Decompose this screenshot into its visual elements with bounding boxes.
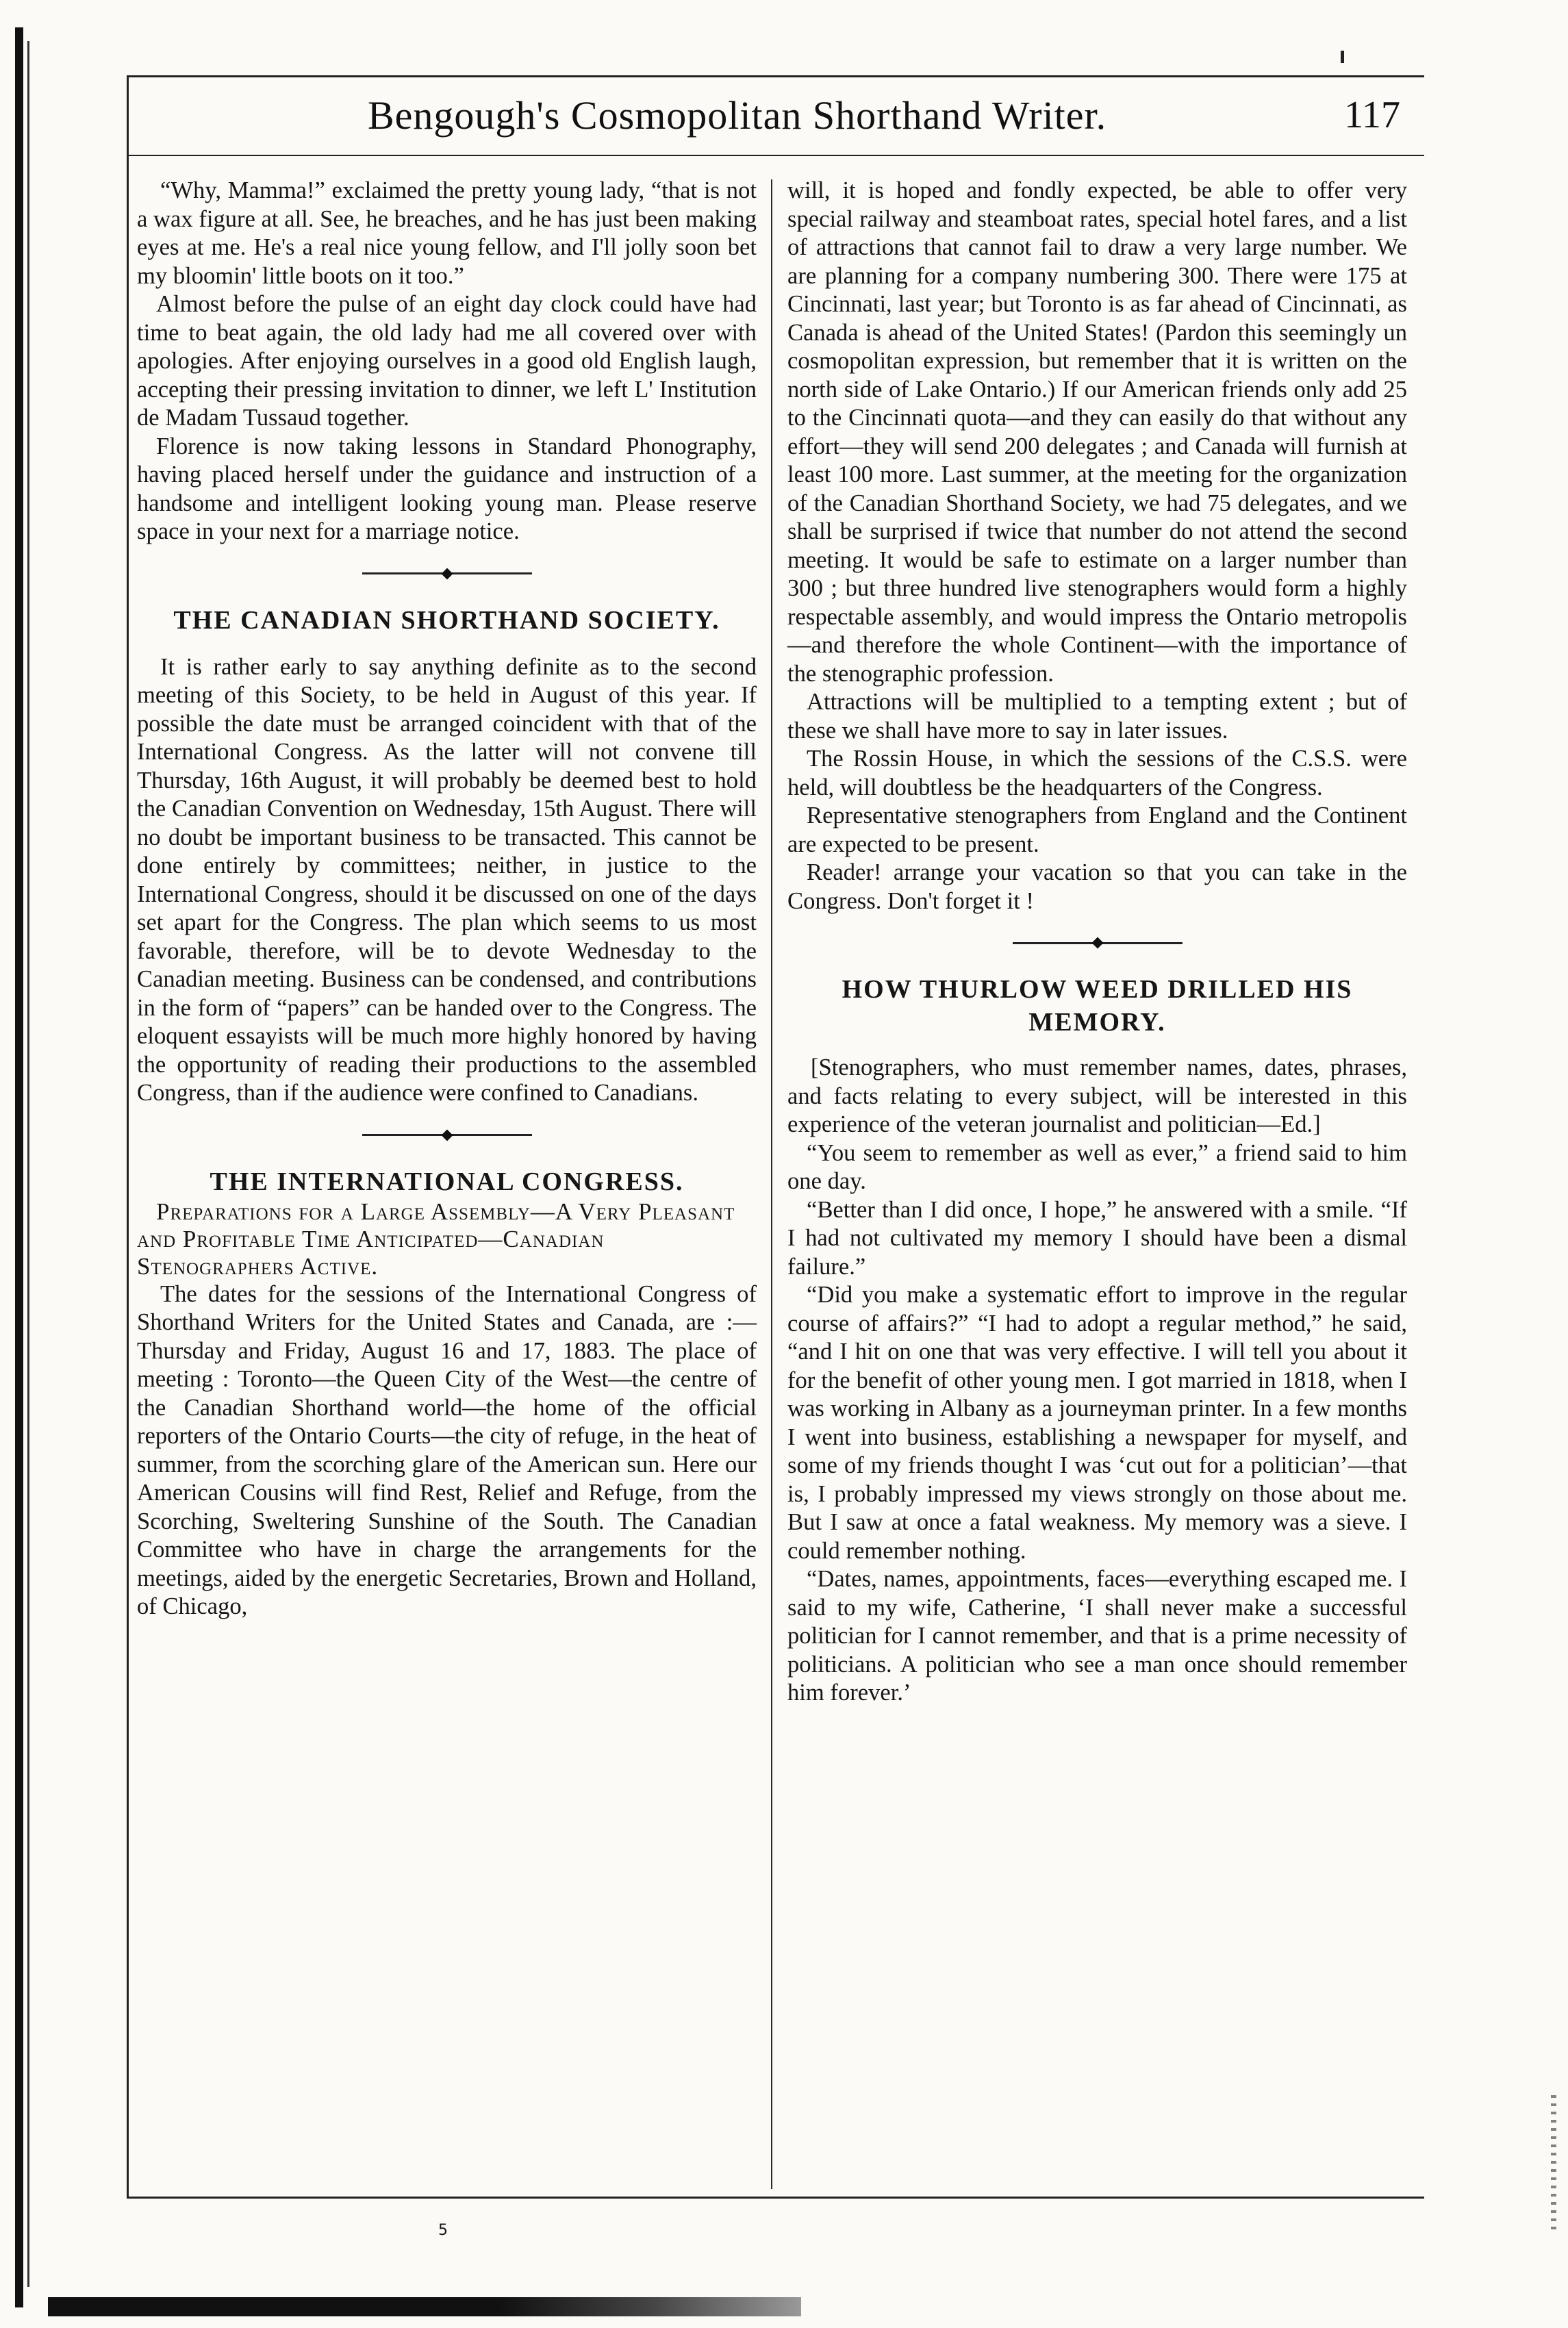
column-divider — [771, 179, 772, 2189]
story-paragraph: Florence is now taking lessons in Standard Phonography, having placed herself under the guidance and instruction of a handsome and intelligent looking young man. Please reserve space in your next for a marriage notice. — [137, 433, 757, 544]
article-paragraph: will, it is hoped and fondly expected, be able to offer very special railway and steamboat rates, special hotel fares, and a list of attractions that cannot fail to draw a very large number. We are planning for a company numbering 300. There were 175 at Cincinnati, last year; but Toronto is as far ahead of Cincinnati, as Canada is ahead of the United States! (Pardon this seemingly un cosmopolitan expression, but remember that it is written on the north side of Lake Ontario.) If our American friends only add 25 to the Cincinnati quota—and they can easily do that without any effort—they will send 200 delegates ; and Canada will furnish at least 100 more. Last summer, at the meeting for the organization of the Canadian Shorthand Society, we had 75 delegates, and we shall be surprised if twice that number do not attend the second meeting. It would be safe to estimate on a larger number than 300 ; but three hundred live stenographers would form a highly respectable assembly, and would impress the Ontario metropolis—and therefore the whole Continent—with the importance of the stenographic profession. — [787, 177, 1407, 687]
article-paragraph: It is rather early to say anything definite as to the second meeting of this Society, to be held in August of this year. If possible the date must be arranged coincident with that of the International Congress. As the latter will not convene till Thursday, 16th August, it will probably be deemed best to hold the Canadian Convention on Wednesday, 15th August. There will no doubt be important business to be transacted. This cannot be done entirely by committees; neither, in justice to the International Congress, should it be discussed on one of the days set apart for the Congress. The plan which seems to us most favorable, therefore, will be to devote Wednesday to the Canadian meeting. Business can be condensed, and contributions in the form of “papers” can be handed over to the Congress. The eloquent essayists will be much more highly honored by having the opportunity of reading their productions to the assembled Congress, than if the audience were confined to Canadians. — [137, 653, 757, 1106]
section-ornament — [137, 570, 757, 578]
article-paragraph: Attractions will be multiplied to a tempting extent ; but of these we shall have more to say in later issues. — [787, 689, 1407, 744]
scan-edge-strip — [48, 2297, 801, 2316]
article-paragraph: The dates for the sessions of the International Congress of Shorthand Writers for the United States and Canada, are :—Thursday and Friday, August 16 and 17, 1883. The place of meeting : Toronto—the Queen City of the West—the centre of the Canadian Shorthand world—the home of the official reporters of the Ontario Courts—the city of refuge, in the heat of summer, from the scorching glare of the American sun. Here our American Cousins will find Rest, Relief and Refuge, from the Scorching, Sweltering Sunshine of the South. The Canadian Committee who have in charge the arrangements for the meetings, aided by the energetic Secretaries, Brown and Holland, of Chicago, — [137, 1280, 757, 1619]
header-rule — [127, 155, 1424, 156]
section-title: THE INTERNATIONAL CONGRESS. — [210, 1167, 684, 1196]
binding-edge-line — [27, 41, 29, 2287]
story-paragraph: “Why, Mamma!” exclaimed the pretty young lady, “that is not a wax figure at all. See, he breaches, and he has just been making eyes at me. He's a real nice young fellow, and I'll jolly soon bet my bloomin' little boots on it too.” — [137, 177, 757, 289]
right-column — [787, 177, 1407, 1708]
section-ornament — [137, 1131, 757, 1139]
editor-note: [Stenographers, who must remember names, dates, phrases, and facts relating to every subject, will be interested in this experience of the veteran journalist and politician—Ed.] — [787, 1054, 1407, 1137]
signature-mark: 5 — [438, 2222, 448, 2239]
article-paragraph: Reader! arrange your vacation so that you can take in the Congress. Don't forget it ! — [787, 859, 1407, 914]
article-paragraph: “Did you make a systematic effort to improve in the regular course of affairs?” “I had to adopt a regular method,” he said, “and I hit on one that was very effective. I will tell you about it for the benefit of other young men. I got married in 1818, when I was working in Albany as a journeyman printer. In a few months I went into business, establishing a newspaper for myself, and some of my friends thought I was ‘cut out for a politician’—that is, I probably impressed my views strongly on those about me. But I saw at once a fatal weakness. My memory was a sieve. I could remember nothing. — [787, 1282, 1407, 1564]
article-paragraph: “Dates, names, appointments, faces—everything escaped me. I said to my wife, Catherine, ‘I shall never make a successful politician for I cannot remember, and that is a prime necessity of politicians. A politician who see a man once should remember him forever.’ — [787, 1566, 1407, 1706]
section-subhead: Preparations for a Large Assembly—A Very Pleasant and Profitable Time Anticipated—Canadian Stenographers Active. — [137, 1198, 735, 1280]
article-paragraph: The Rossin House, in which the sessions of the C.S.S. were held, will doubtless be the headquarters of the Congress. — [787, 746, 1407, 800]
left-column — [137, 177, 757, 1621]
print-mark — [1341, 51, 1344, 63]
frame-bottom-rule — [127, 2197, 1424, 2199]
article-paragraph: “You seem to remember as well as ever,” a friend said to him one day. — [787, 1139, 1407, 1194]
section-title: THE CANADIAN SHORTHAND SOCIETY. — [173, 605, 720, 635]
section-title: HOW THURLOW WEED DRILLED HIS MEMORY. — [842, 975, 1353, 1037]
article-paragraph: “Better than I did once, I hope,” he answered with a smile. “If I had not cultivated my memory I should have been a dismal failure.” — [787, 1196, 1407, 1280]
binding-edge — [15, 27, 23, 2307]
running-title: Bengough's Cosmopolitan Shorthand Writer. — [367, 92, 1107, 138]
story-paragraph: Almost before the pulse of an eight day clock could have had time to beat again, the old lady had me all covered over with apologies. After enjoying ourselves in a good old English laugh, accepting their pressing invitation to dinner, we left L' Institution de Madam Tussaud together. — [137, 291, 757, 431]
page-number: 117 — [1344, 94, 1400, 136]
scan-speckle — [1551, 2095, 1556, 2232]
section-ornament — [787, 939, 1407, 947]
article-paragraph: Representative stenographers from England and the Continent are expected to be present. — [787, 802, 1407, 857]
page-header — [130, 77, 1421, 153]
frame-left-rule — [127, 75, 129, 2198]
